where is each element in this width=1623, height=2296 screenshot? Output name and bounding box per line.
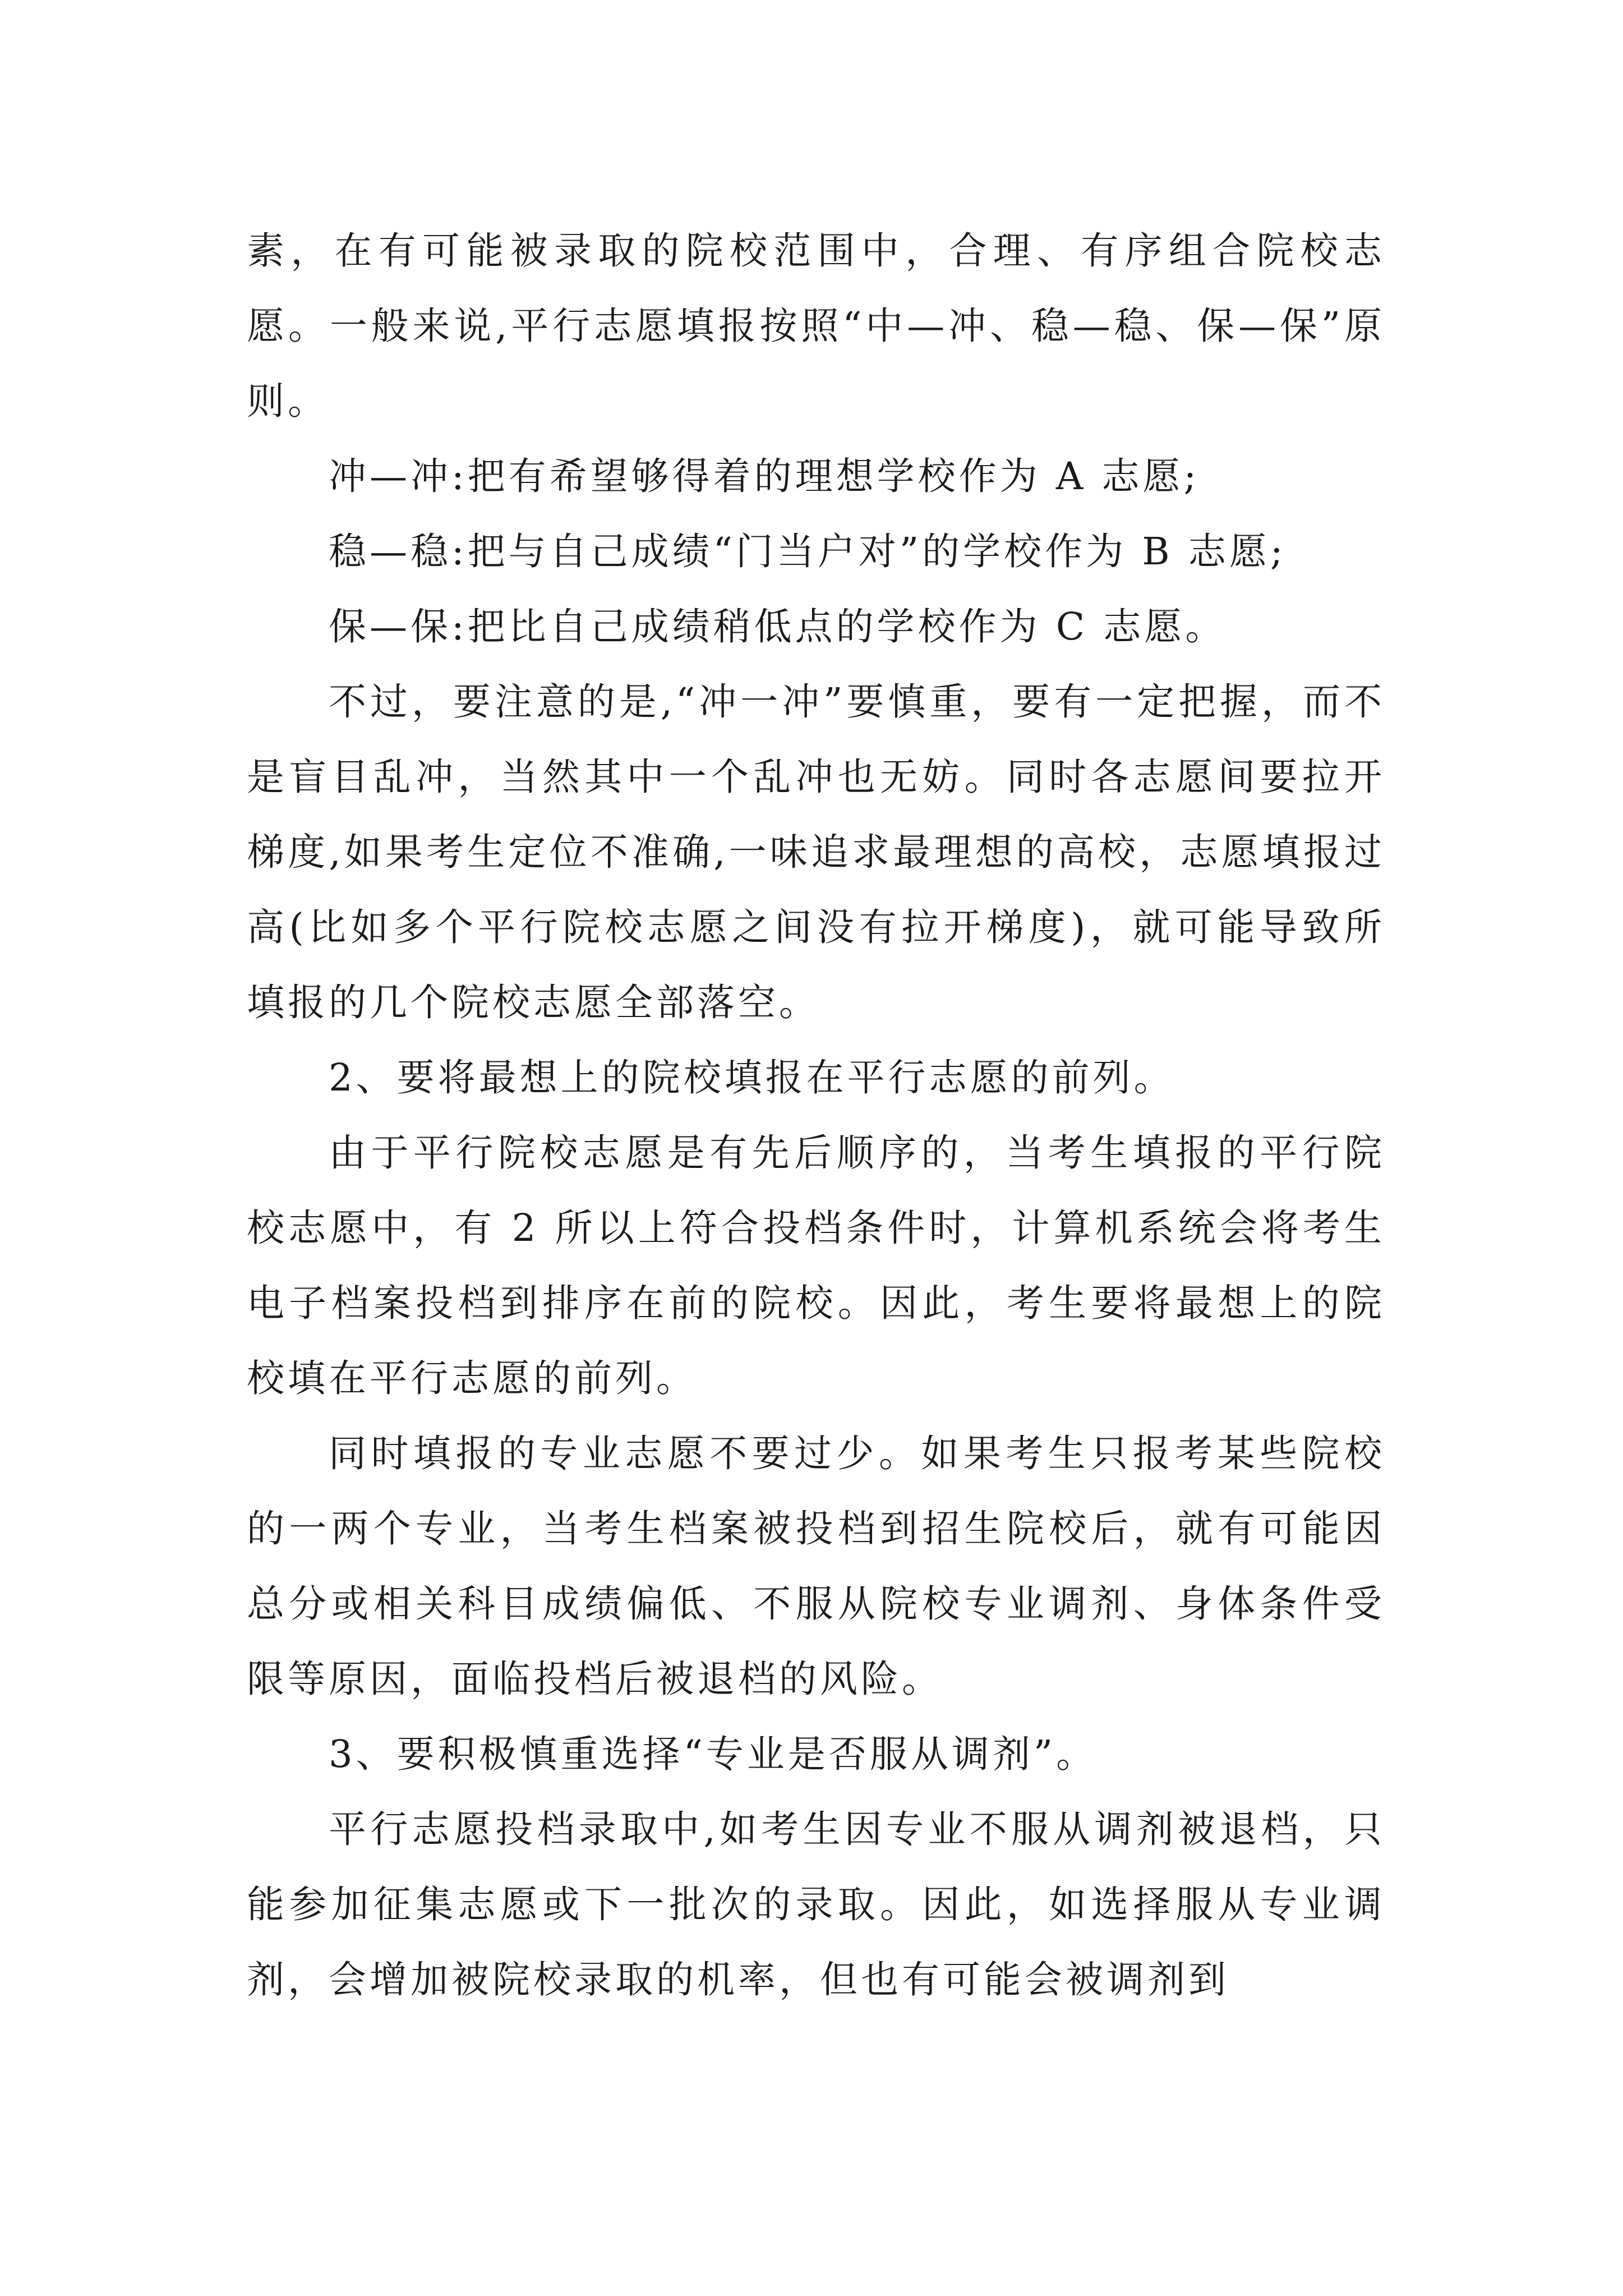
paragraph-adjustment: 平行志愿投档录取中,如考生因专业不服从调剂被退档，只能参加征集志愿或下一批次的录取。因此，如选择服从专业调剂，会增加被院校录取的机率，但也有可能会被调剂到	[247, 1807, 1385, 2001]
document-body	[247, 213, 1385, 2017]
paragraph-majors: 同时填报的专业志愿不要过少。如果考生只报考某些院校的一两个专业，当考生档案被投档到招生院校后，就有可能因总分或相关科目成绩偏低、不服从院校专业调剂、身体条件受限等原因，面临投档后被退档的风险。	[247, 1432, 1385, 1701]
section-heading-2: 2、要将最想上的院校填报在平行志愿的前列。	[329, 1056, 1175, 1099]
section-heading-3: 3、要积极慎重选择“专业是否服从调剂”。	[329, 1732, 1098, 1776]
paragraph-rule-chong: 冲—冲:把有希望够得着的理想学校作为 A 志愿;	[329, 454, 1200, 498]
paragraph-order: 由于平行院校志愿是有先后顺序的，当考生填报的平行院校志愿中，有 2 所以上符合投档条件时，计算机系统会将考生电子档案投档到排序在前的院校。因此，考生要将最想上的院校填在平行志愿的前列。	[247, 1131, 1385, 1400]
paragraph-rule-wen: 稳—稳:把与自己成绩“门当户对”的学校作为 B 志愿;	[329, 530, 1287, 573]
paragraph-caution: 不过，要注意的是,“冲一冲”要慎重，要有一定把握，而不是盲目乱冲，当然其中一个乱冲也无妨。同时各志愿间要拉开梯度,如果考生定位不准确,一味追求最理想的高校，志愿填报过高(比如多个平行院校志愿之间没有拉开梯度)，就可能导致所填报的几个院校志愿全部落空。	[247, 680, 1385, 1024]
paragraph-rule-bao: 保—保:把比自己成绩稍低点的学校作为 C 志愿。	[329, 605, 1227, 648]
paragraph-continued: 素，在有可能被录取的院校范围中，合理、有序组合院校志愿。一般来说,平行志愿填报按照“中—冲、稳—稳、保—保”原则。	[247, 229, 1385, 423]
